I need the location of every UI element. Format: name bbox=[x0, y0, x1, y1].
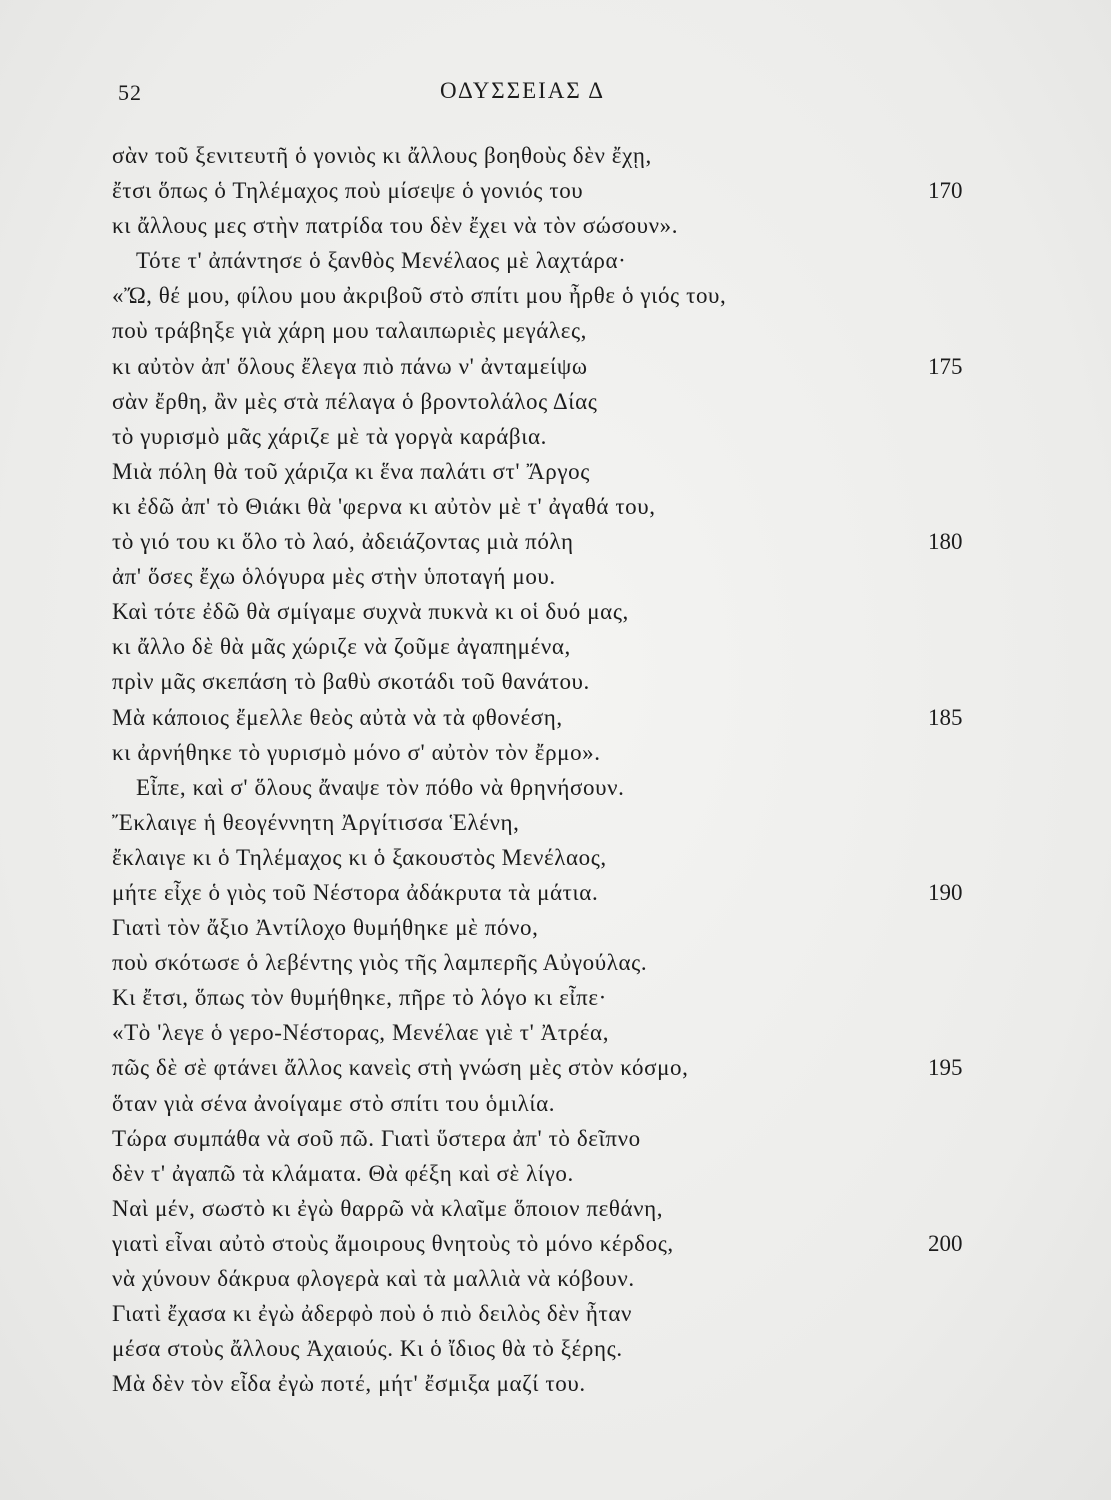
line-number: 170 bbox=[928, 178, 963, 204]
verse-line bbox=[0, 524, 1111, 559]
verse-line bbox=[0, 1086, 1111, 1121]
verse-line bbox=[0, 629, 1111, 664]
verse-line bbox=[0, 349, 1111, 384]
verse-line bbox=[0, 805, 1111, 840]
verse-text: τὸ γυρισμὸ μᾶς χάριζε μὲ τὰ γοργὰ καράβια. bbox=[112, 423, 548, 449]
verse-text: δὲν τ' ἀγαπῶ τὰ κλάματα. Θὰ φέξη καὶ σὲ λίγο. bbox=[112, 1160, 574, 1186]
verse-line bbox=[0, 875, 1111, 910]
line-number: 185 bbox=[928, 704, 963, 730]
verse-text: Ἔκλαιγε ἡ θεογέννητη Ἀργίτισσα Ἑλένη, bbox=[112, 809, 520, 835]
verse-text: Ναὶ μέν, σωστὸ κι ἐγὼ θαρρῶ νὰ κλαῖμε ὅποιον πεθάνη, bbox=[112, 1195, 664, 1221]
line-number: 190 bbox=[928, 879, 963, 905]
verse-text: τὸ γιό του κι ὅλο τὸ λαό, ἀδειάζοντας μιὰ πόλη bbox=[112, 529, 574, 555]
line-number: 200 bbox=[928, 1230, 963, 1256]
verse-text: κι ἄλλους μες στὴν πατρίδα του δὲν ἔχει νὰ τὸν σώσουν». bbox=[112, 213, 679, 239]
verse-line bbox=[0, 945, 1111, 980]
verse-line bbox=[0, 1296, 1111, 1331]
verse-line bbox=[0, 594, 1111, 629]
poem-text bbox=[0, 138, 1111, 1401]
verse-line bbox=[0, 1121, 1111, 1156]
verse-line bbox=[0, 278, 1111, 313]
page-number: 52 bbox=[118, 80, 142, 105]
verse-text: πῶς δὲ σὲ φτάνει ἄλλος κανεὶς στὴ γνώση μὲς στὸν κόσμο, bbox=[112, 1055, 689, 1081]
line-number: 195 bbox=[928, 1055, 963, 1081]
verse-line bbox=[0, 1156, 1111, 1191]
verse-text: ἀπ' ὅσες ἔχω ὁλόγυρα μὲς στὴν ὑποταγή μου. bbox=[112, 564, 556, 590]
verse-text: κι αὐτὸν ἀπ' ὅλους ἔλεγα πιὸ πάνω ν' ἀνταμείψω bbox=[112, 353, 588, 379]
verse-text: σὰν ἔρθη, ἂν μὲς στὰ πέλαγα ὁ βροντολάλος Δίας bbox=[112, 388, 598, 414]
verse-line bbox=[0, 664, 1111, 699]
verse-text: νὰ χύνουν δάκρυα φλογερὰ καὶ τὰ μαλλιὰ νὰ κόβουν. bbox=[112, 1266, 635, 1291]
verse-text: κι ἄλλο δὲ θὰ μᾶς χώριζε νὰ ζοῦμε ἀγαπημένα, bbox=[112, 634, 571, 660]
verse-text: ἔτσι ὅπως ὁ Τηλέμαχος ποὺ μίσεψε ὁ γονιός του bbox=[112, 178, 584, 204]
verse-line bbox=[0, 735, 1111, 770]
verse-line bbox=[0, 840, 1111, 875]
verse-line bbox=[0, 243, 1111, 278]
verse-line bbox=[0, 1331, 1111, 1366]
verse-text: «Ὤ, θέ μου, φίλου μου ἀκριβοῦ στὸ σπίτι μου ἦρθε ὁ γιός του, bbox=[112, 283, 727, 309]
verse-line bbox=[0, 1226, 1111, 1261]
verse-text: ὅταν γιὰ σένα ἀνοίγαμε στὸ σπίτι του ὁμιλία. bbox=[112, 1090, 556, 1116]
verse-line bbox=[0, 700, 1111, 735]
verse-line bbox=[0, 173, 1111, 208]
verse-line bbox=[0, 454, 1111, 489]
verse-text: γιατὶ εἶναι αὐτὸ στοὺς ἄμοιρους θνητοὺς τὸ μόνο κέρδος, bbox=[112, 1230, 674, 1256]
verse-text: Τώρα συμπάθα νὰ σοῦ πῶ. Γιατὶ ὕστερα ἀπ' τὸ δεῖπνο bbox=[112, 1125, 641, 1151]
verse-text: μήτε εἶχε ὁ γιὸς τοῦ Νέστορα ἀδάκρυτα τὰ μάτια. bbox=[112, 879, 599, 905]
verse-line bbox=[0, 313, 1111, 348]
verse-text: ἔκλαιγε κι ὁ Τηλέμαχος κι ὁ ξακουστὸς Μενέλαος, bbox=[112, 844, 607, 870]
verse-text: ποὺ τράβηξε γιὰ χάρη μου ταλαιπωριὲς μεγάλες, bbox=[112, 318, 588, 344]
verse-line bbox=[0, 770, 1111, 805]
verse-text: Μιὰ πόλη θὰ τοῦ χάριζα κι ἕνα παλάτι στ' Ἄργος bbox=[112, 458, 590, 484]
verse-text: Εἶπε, καὶ σ' ὅλους ἄναψε τὸν πόθο νὰ θρηνήσουν. bbox=[136, 774, 625, 800]
verse-text: Καὶ τότε ἐδῶ θὰ σμίγαμε συχνὰ πυκνὰ κι οἱ δυό μας, bbox=[112, 599, 629, 625]
line-number: 180 bbox=[928, 529, 963, 555]
verse-text: Μὰ κάποιος ἔμελλε θεὸς αὐτὰ νὰ τὰ φθονέση, bbox=[112, 704, 563, 730]
verse-line bbox=[0, 208, 1111, 243]
verse-text: Γιατὶ τὸν ἄξιο Ἀντίλοχο θυμήθηκε μὲ πόνο, bbox=[112, 915, 539, 941]
verse-line bbox=[0, 1050, 1111, 1085]
verse-line bbox=[0, 1191, 1111, 1226]
verse-line bbox=[0, 419, 1111, 454]
verse-text: πρὶν μᾶς σκεπάση τὸ βαθὺ σκοτάδι τοῦ θανάτου. bbox=[112, 669, 590, 695]
verse-text: ποὺ σκότωσε ὁ λεβέντης γιὸς τῆς λαμπερῆς Αὐγούλας. bbox=[112, 950, 648, 976]
verse-line bbox=[0, 559, 1111, 594]
line-number: 175 bbox=[928, 353, 963, 379]
verse-text: σὰν τοῦ ξενιτευτῆ ὁ γονιὸς κι ἄλλους βοηθοὺς δὲν ἔχῃ, bbox=[112, 143, 652, 168]
verse-text: κι ἐδῶ ἀπ' τὸ Θιάκι θὰ 'φερνα κι αὐτὸν μὲ τ' ἀγαθά του, bbox=[112, 493, 656, 519]
running-title: ΟΔΥΣΣΕΙΑΣ Δ bbox=[440, 78, 606, 103]
verse-line bbox=[0, 384, 1111, 419]
verse-text: Τότε τ' ἀπάντησε ὁ ξανθὸς Μενέλαος μὲ λαχτάρα· bbox=[136, 248, 627, 274]
verse-line bbox=[0, 489, 1111, 524]
verse-line bbox=[0, 1366, 1111, 1401]
verse-line bbox=[0, 980, 1111, 1015]
verse-line bbox=[0, 910, 1111, 945]
verse-text: «Τὸ 'λεγε ὁ γερο-Νέστορας, Μενέλαε γιὲ τ' Ἀτρέα, bbox=[112, 1020, 610, 1046]
verse-text: Μὰ δὲν τὸν εἶδα ἐγὼ ποτέ, μήτ' ἔσμιξα μαζί του. bbox=[112, 1371, 586, 1397]
verse-line bbox=[0, 1261, 1111, 1296]
verse-text: Γιατὶ ἔχασα κι ἐγὼ ἀδερφὸ ποὺ ὁ πιὸ δειλὸς δὲν ἦταν bbox=[112, 1301, 633, 1327]
verse-line bbox=[0, 1015, 1111, 1050]
verse-text: Κι ἔτσι, ὅπως τὸν θυμήθηκε, πῆρε τὸ λόγο κι εἶπε· bbox=[112, 985, 607, 1011]
verse-text: κι ἀρνήθηκε τὸ γυρισμὸ μόνο σ' αὐτὸν τὸν ἔρμο». bbox=[112, 739, 601, 765]
verse-line bbox=[0, 138, 1111, 173]
page-header bbox=[0, 72, 1111, 112]
verse-text: μέσα στοὺς ἄλλους Ἀχαιούς. Κι ὁ ἴδιος θὰ τὸ ξέρης. bbox=[112, 1336, 623, 1362]
